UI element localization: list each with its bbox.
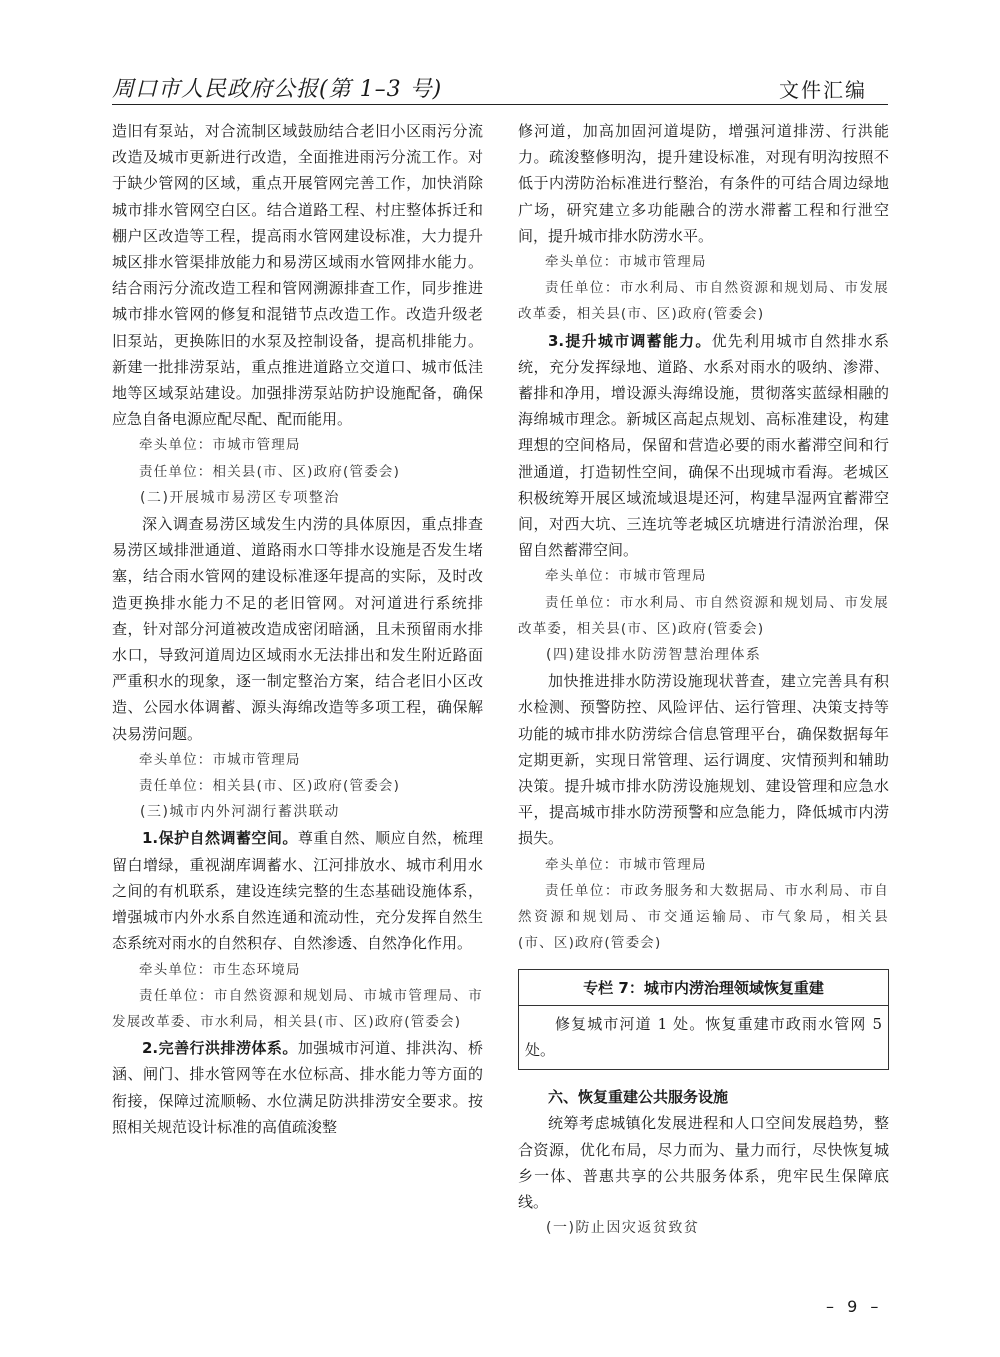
info-box-title: 专栏 7：城市内涝治理领域恢复重建 [519, 970, 888, 1006]
subsection-heading: (二)开展城市易涝区专项整治 [140, 489, 340, 506]
subsection-heading: (一)防止因灾返贫致贫 [546, 1220, 700, 1237]
responsible-unit-line: 责任单位：市水利局、市自然资源和规划局、市发展改革委，相关县(市、区)政府(管委会) [518, 594, 889, 637]
responsible-unit-line: 责任单位：市政务服务和大数据局、市水利局、市自然资源和规划局、市交通运输局、市气象局，相关县(市、区)政府(管委会) [518, 882, 889, 952]
body-paragraph [518, 118, 889, 249]
subsection-heading: (三)城市内外河湖行蓄洪联动 [140, 804, 340, 821]
body-paragraph [518, 1110, 889, 1215]
responsible-unit-line: 责任单位：相关县(市、区)政府(管委会) [139, 463, 401, 480]
responsible-unit-line: 牵头单位：市城市管理局 [545, 254, 707, 271]
paragraph-text: 加强城市河道、排洪沟、桥涵、闸门、排水管网等在水位标高、排水能力等方面的衔接，保障过流顺畅、水位满足防洪排涝安全要求。按照相关规范设计标准的高值疏浚整 [112, 1039, 483, 1136]
paragraph-text: 修河道，加高加固河道堤防，增强河道排涝、行洪能力。疏浚整修明沟，提升建设标准，对现有明沟按照不低于内涝防治标准进行整治，有条件的可结合周边绿地广场，研究建立多功能融合的涝水滞蓄工程和行泄空间，提升城市排水防涝水平。 [518, 122, 889, 245]
paragraph-lead-heading: 1.保护自然调蓄空间。 [142, 829, 298, 848]
subsection-heading: (四)建设排水防涝智慧治理体系 [546, 647, 762, 664]
body-paragraph [112, 1035, 483, 1140]
paragraph-text: 加快推进排水防涝设施现状普查，建立完善具有积水检测、预警防控、风险评估、运行管理、决策支持等功能的城市排水防涝综合信息管理平台，确保数据每年定期更新，实现日常管理、运行调度、灾情预判和辅助决策。提升城市排水防涝设施规划、建设管理和应急水平，提高城市排水防涝预警和应急能力，降低城市内涝损失。 [518, 672, 889, 848]
responsible-unit-line: 责任单位：市水利局、市自然资源和规划局、市发展改革委，相关县(市、区)政府(管委会) [518, 280, 889, 323]
body-paragraph [518, 328, 889, 564]
section-title: 文件汇编 [779, 78, 867, 102]
body-paragraph [112, 118, 483, 432]
paragraph-text: 统筹考虑城镇化发展进程和人口空间发展趋势，整合资源，优化布局，尽力而为、量力而行，尽快恢复城乡一体、普惠共享的公共服务体系，兜牢民生保障底线。 [518, 1114, 889, 1211]
paragraph-text: 优先利用城市自然排水系统，充分发挥绿地、道路、水系对雨水的吸纳、渗滞、蓄排和净用，增设源头海绵设施，贯彻落实蓝绿相融的海绵城市理念。新城区高起点规划、高标准建设，构建理想的空间格局，保留和营造必要的雨水蓄滞空间和行泄通道，打造韧性空间，确保不出现城市看海。老城区积极统筹开展区域流域退堤还河，构建旱湿两宜蓄滞空间，对西大坑、三连坑等老城区坑塘进行清淤治理，保留自然蓄滞空间。 [518, 331, 889, 560]
publication-title: 周口市人民政府公报(第 1–3 号) [112, 77, 443, 102]
responsible-unit-line: 牵头单位：市城市管理局 [139, 751, 301, 768]
body-paragraph [112, 511, 483, 747]
paragraph-text: 尊重自然、顺应自然，梳理留白增绿，重视湖库调蓄水、江河排放水、城市利用水之间的有机联系，建设连续完整的生态基础设施体系，增强城市内外水系自然连通和流动性，充分发挥自然生态系统对雨水的自然积存、自然渗透、自然净化作用。 [112, 829, 483, 953]
page-number: – 9 – [826, 1297, 883, 1316]
paragraph-text: 造旧有泵站，对合流制区域鼓励结合老旧小区雨污分流改造及城市更新进行改造，全面推进雨污分流工作。对于缺少管网的区域，重点开展管网完善工作，加快消除城市排水管网空白区。结合道路工程、村庄整体拆迁和棚户区改造等工程，提高雨水管网建设标准，大力提升城区排水管渠排放能力和易涝区域雨水管网排水能力。结合雨污分流改造工程和管网溯源排查工作，同步推进城市排水管网的修复和混错节点改造工作。改造升级老旧泵站，更换陈旧的水泵及控制设备，提高机排能力。新建一批排涝泵站，重点推进道路立交道口、城市低洼地等区域泵站建设。加强排涝泵站防护设施配备，确保应急自备电源应配尽配、配而能用。 [112, 122, 483, 429]
responsible-unit-line: 责任单位：相关县(市、区)政府(管委会) [139, 778, 401, 795]
left-column [112, 118, 483, 1140]
right-column [518, 118, 889, 1241]
responsible-unit-line: 责任单位：市自然资源和规划局、市城市管理局、市发展改革委、市水利局，相关县(市、区)政府(管委会) [112, 987, 483, 1030]
info-box [518, 969, 889, 1071]
responsible-unit-line: 牵头单位：市生态环境局 [139, 961, 301, 978]
body-paragraph [518, 668, 889, 851]
responsible-unit-line: 牵头单位：市城市管理局 [545, 568, 707, 585]
paragraph-lead-heading: 3.提升城市调蓄能力。 [548, 331, 712, 350]
section-heading: 六、恢复重建公共服务设施 [548, 1088, 729, 1107]
paragraph-text: 深入调查易涝区域发生内涝的具体原因，重点排查易涝区域排泄通道、道路雨水口等排水设施是否发生堵塞，结合雨水管网的建设标准逐年提高的实际，及时改造更换排水能力不足的老旧管网。对河道进行系统排查，针对部分河道被改造成密闭暗涵，且未预留雨水排水口，导致河道周边区域雨水无法排出和发生附近路面严重积水的现象，逐一制定整治方案，结合老旧小区改造、公园水体调蓄、源头海绵改造等多项工程，确保解决易涝问题。 [112, 515, 483, 743]
responsible-unit-line: 牵头单位：市城市管理局 [545, 856, 707, 873]
info-box-body: 修复城市河道 1 处。恢复重建市政雨水管网 5 处。 [525, 1014, 882, 1059]
body-paragraph [112, 825, 483, 956]
paragraph-lead-heading: 2.完善行洪排涝体系。 [142, 1039, 298, 1058]
responsible-unit-line: 牵头单位：市城市管理局 [139, 437, 301, 454]
header-divider [112, 104, 888, 105]
